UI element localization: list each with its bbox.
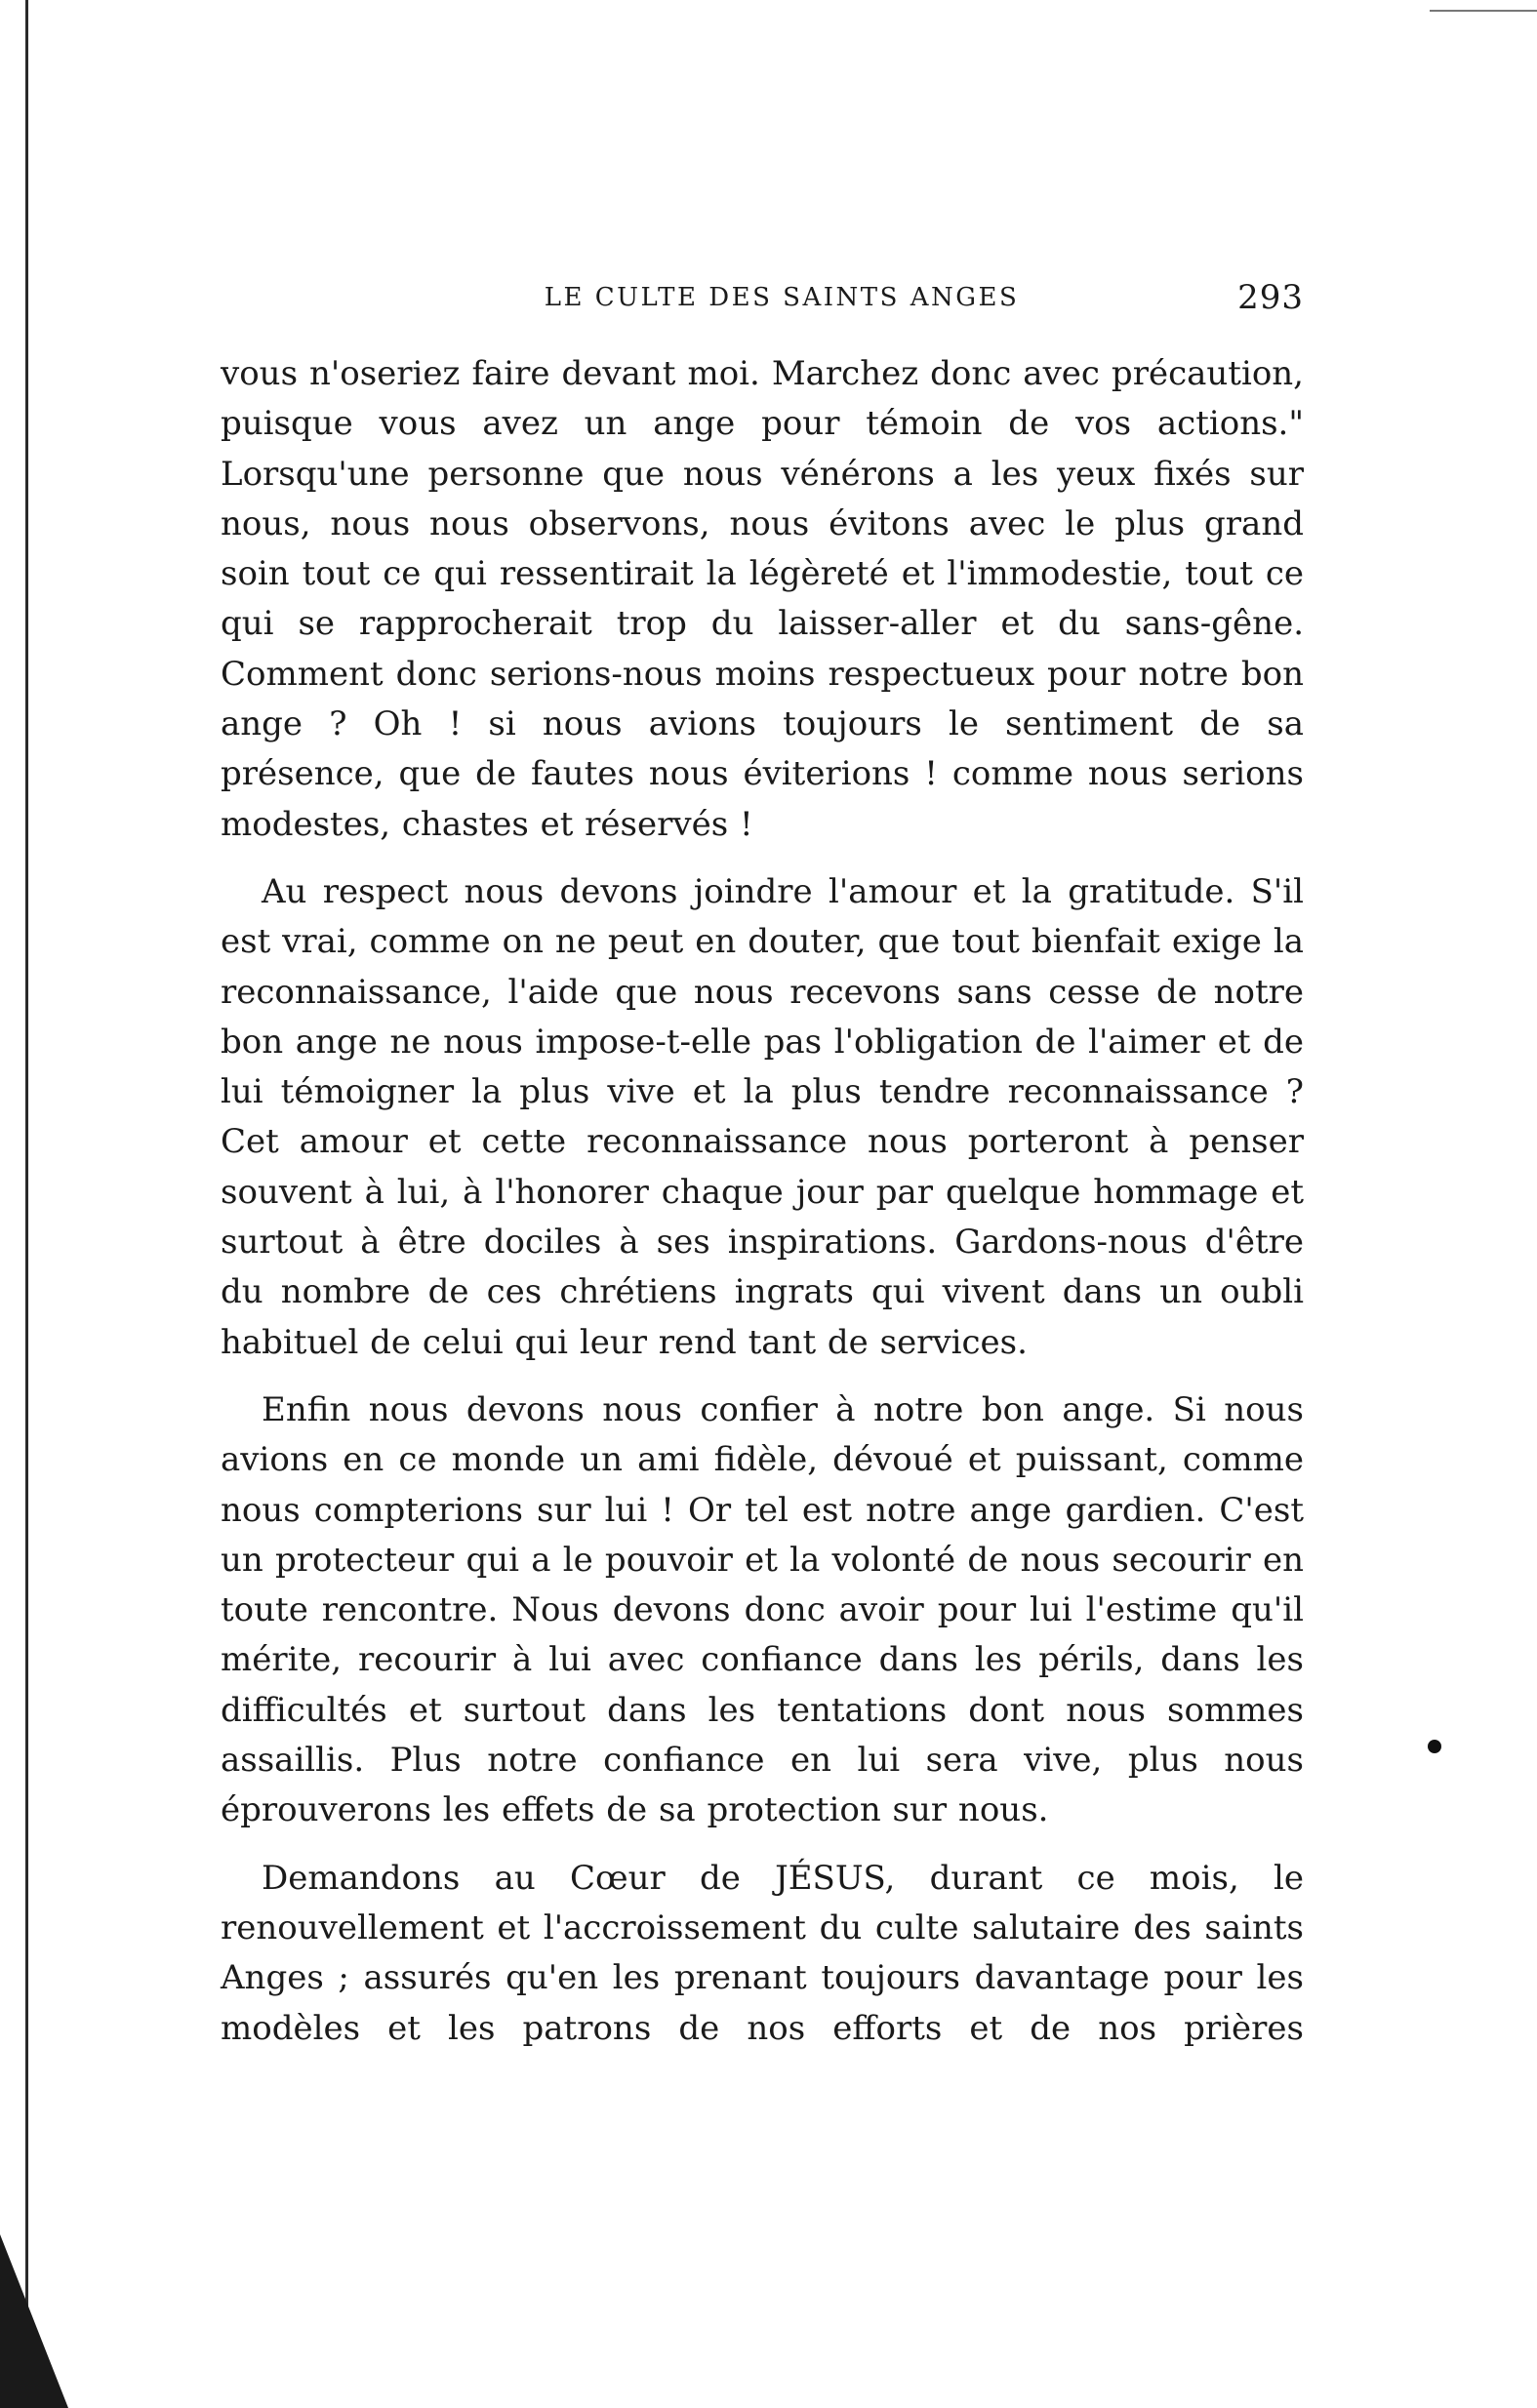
page-number: 293 bbox=[1237, 278, 1304, 317]
running-head: LE CULTE DES SAINTS ANGES bbox=[544, 283, 1020, 312]
scan-edge-rule bbox=[1430, 10, 1537, 12]
paragraph-2: Au respect nous devons joindre l'amour et la gratitude. S'il est vrai, comme on ne peut en douter, que tout bienfait exige la reconnaissance, l'aide que nous recevons sans cesse de notre bon ange ne nous impose-t-elle pas l'obligation de l'aimer et de lui témoigner la plus vive et la plus tendre reconnaissance ? Cet amour et cette reconnaissance nous porteront à penser souvent à lui, à l'honorer chaque jour par quelque hommage et surtout à être dociles à ses inspirations. Gardons-nous d'être du nombre de ces chrétiens ingrats qui vivent dans un oubli habituel de celui qui leur rend tant de services. bbox=[221, 871, 1304, 1362]
page-header bbox=[221, 273, 1304, 322]
body-text bbox=[221, 349, 1304, 2054]
binding-edge bbox=[25, 0, 28, 2408]
paragraph-3: Enfin nous devons nous confier à notre bon ange. Si nous avions en ce monde un ami fidèle, dévoué et puissant, comme nous compterions sur lui ! Or tel est notre ange gardien. C'est un protecteur qui a le pouvoir et la volonté de nous secourir en toute rencontre. Nous devons donc avoir pour lui l'estime qu'il mérite, recourir à lui avec confiance dans les périls, dans les difficultés et surtout dans les tentations dont nous sommes assaillis. Plus notre confiance en lui sera vive, plus nous éprouverons les effets de sa protection sur nous. bbox=[221, 1389, 1304, 1830]
binding-shadow bbox=[0, 2234, 68, 2408]
paragraph-1: vous n'oseriez faire devant moi. Marchez donc avec précaution, puisque vous avez un ange pour témoin de vos actions." Lorsqu'une personne que nous vénérons a les yeux fixés sur nous, nous nous observons, nous évitons avec le plus grand soin tout ce qui ressentirait la légèreté et l'immodestie, tout ce qui se rapprocherait trop du laisser-aller et du sans-gêne. Comment donc serions-nous moins respectueux pour notre bon ange ? Oh ! si nous avions toujours le sentiment de sa présence, que de fautes nous éviterions ! comme nous serions modestes, chastes et réservés ! bbox=[221, 354, 1304, 844]
stray-ink-dot bbox=[1428, 1740, 1441, 1753]
paragraph-4: Demandons au Cœur de JÉSUS, durant ce mois, le renouvellement et l'accroissement du culte salutaire des saints Anges ; assurés qu'en les prenant toujours davantage pour les modèles et les patrons de nos efforts et de nos prières bbox=[221, 1858, 1304, 2048]
